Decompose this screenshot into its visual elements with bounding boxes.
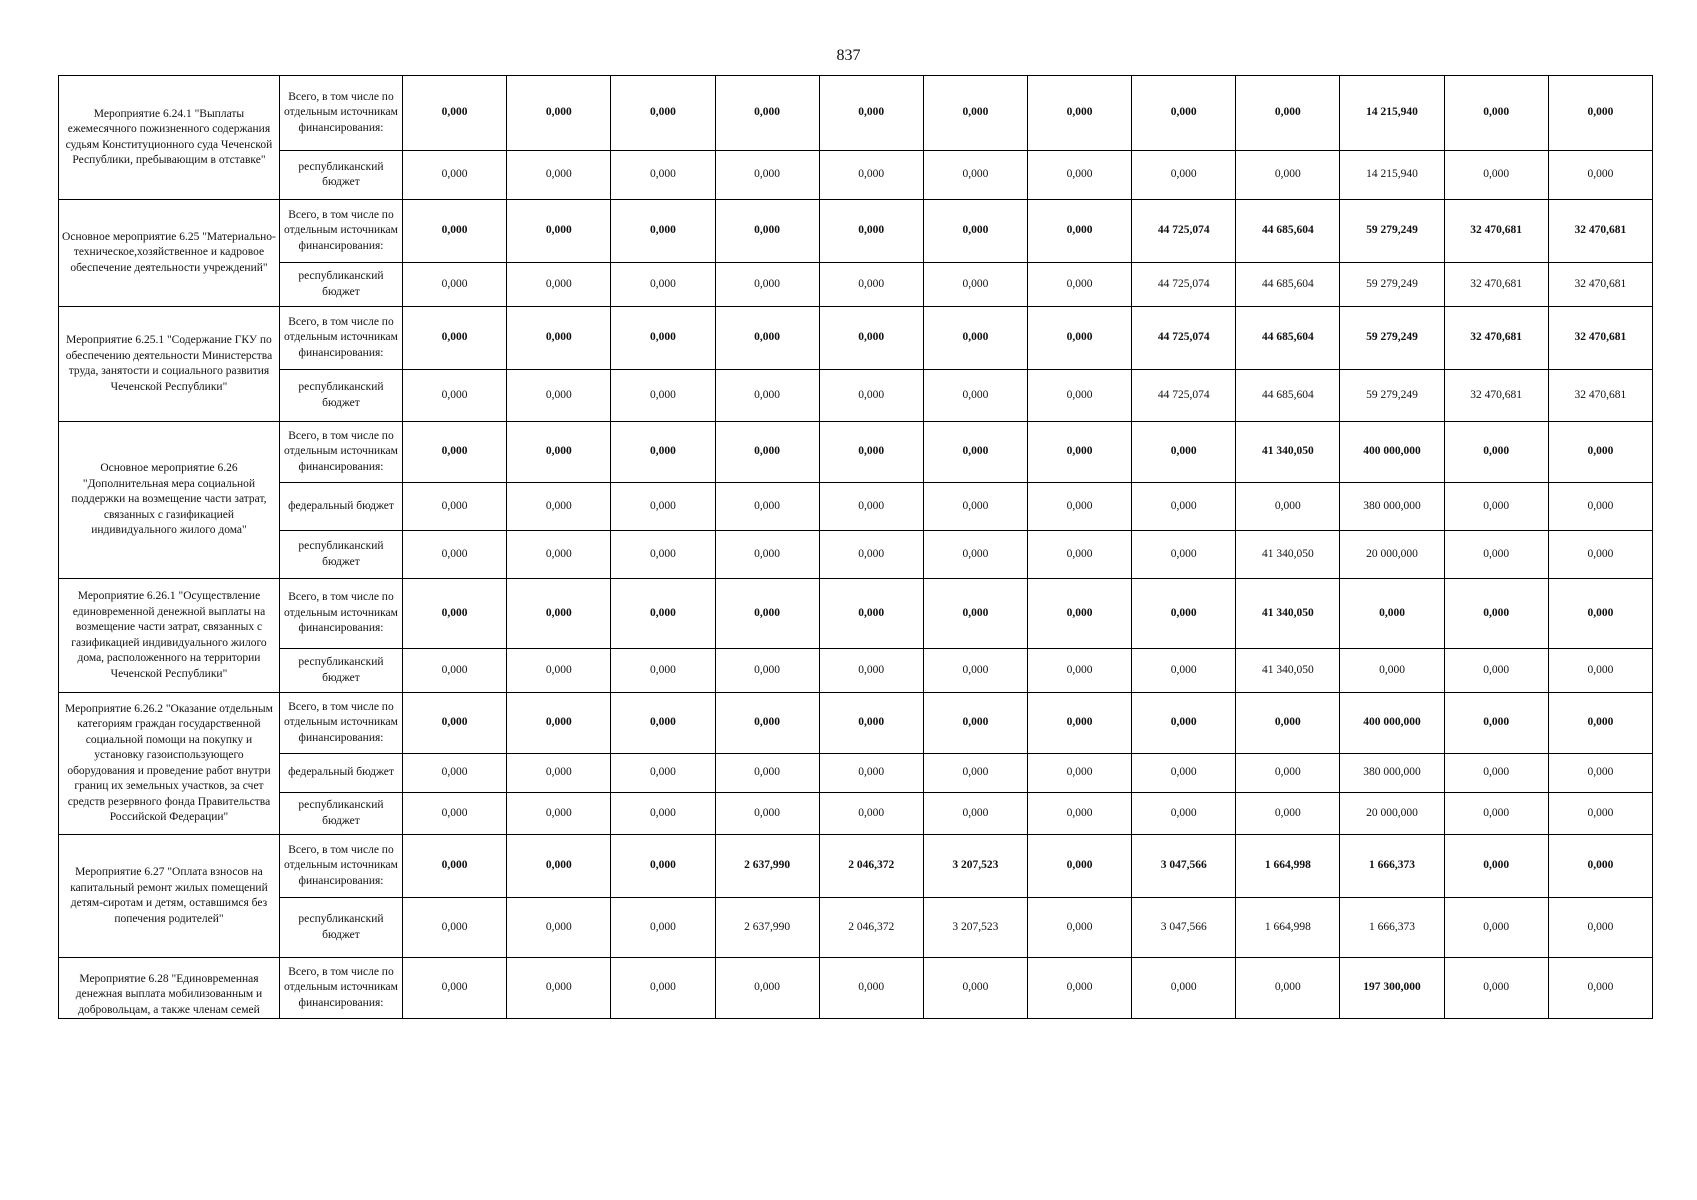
value-cell: 3 207,523	[923, 835, 1027, 898]
value-cell: 0,000	[923, 579, 1027, 649]
value-cell: 0,000	[1340, 579, 1444, 649]
measure-name	[59, 307, 280, 422]
value-cell: 0,000	[1236, 754, 1340, 793]
value-cell: 0,000	[923, 793, 1027, 835]
value-cell: 0,000	[715, 151, 819, 200]
value-cell: 0,000	[403, 531, 507, 579]
value-cell: 0,000	[1027, 483, 1131, 531]
value-cell: 0,000	[403, 307, 507, 370]
value-cell: 0,000	[403, 754, 507, 793]
value-cell: 0,000	[1444, 958, 1548, 1019]
value-cell: 0,000	[1548, 649, 1652, 693]
table-row	[59, 754, 1653, 793]
value-cell: 380 000,000	[1340, 754, 1444, 793]
value-cell: 0,000	[819, 531, 923, 579]
value-cell: 0,000	[819, 307, 923, 370]
value-cell: 0,000	[715, 693, 819, 754]
value-cell: 0,000	[819, 793, 923, 835]
value-cell: 0,000	[1027, 76, 1131, 151]
value-cell: 0,000	[819, 370, 923, 422]
value-cell: 0,000	[1444, 754, 1548, 793]
value-cell: 14 215,940	[1340, 151, 1444, 200]
funding-source: Всего, в том числе по отдельным источникам финансирования:	[279, 200, 402, 263]
measure-name-text: Мероприятие 6.25.1 "Содержание ГКУ по обеспечению деятельности Министерства труда, занятости и социального развития Чеченской Республики"	[65, 334, 273, 393]
value-cell: 0,000	[715, 649, 819, 693]
table-row	[59, 483, 1653, 531]
table-row	[59, 793, 1653, 835]
value-cell: 0,000	[507, 200, 611, 263]
page-number: 837	[836, 47, 861, 64]
value-cell: 44 725,074	[1132, 307, 1236, 370]
value-cell: 0,000	[1548, 958, 1652, 1019]
value-cell: 0,000	[715, 263, 819, 307]
value-cell: 32 470,681	[1444, 200, 1548, 263]
value-cell: 0,000	[1548, 422, 1652, 483]
value-cell: 32 470,681	[1548, 200, 1652, 263]
value-cell: 0,000	[715, 370, 819, 422]
value-cell: 3 207,523	[923, 898, 1027, 958]
measure-name-text: Основное мероприятие 6.26 "Дополнительная мера социальной поддержки на возмещение части затрат, связанных с газификацией индивидуального жилого дома"	[71, 462, 267, 537]
value-cell: 0,000	[819, 76, 923, 151]
table-row	[59, 649, 1653, 693]
value-cell: 0,000	[923, 200, 1027, 263]
value-cell: 0,000	[819, 754, 923, 793]
value-cell: 0,000	[1027, 531, 1131, 579]
value-cell: 32 470,681	[1444, 263, 1548, 307]
funding-source: Всего, в том числе по отдельным источникам финансирования:	[279, 835, 402, 898]
value-cell: 0,000	[1027, 898, 1131, 958]
value-cell: 0,000	[1027, 200, 1131, 263]
funding-source: Всего, в том числе по отдельным источникам финансирования:	[279, 422, 402, 483]
value-cell: 0,000	[819, 693, 923, 754]
value-cell: 0,000	[403, 151, 507, 200]
value-cell: 0,000	[611, 151, 715, 200]
value-cell: 0,000	[507, 370, 611, 422]
value-cell: 0,000	[611, 370, 715, 422]
value-cell: 0,000	[1027, 693, 1131, 754]
value-cell: 59 279,249	[1340, 263, 1444, 307]
value-cell: 0,000	[403, 958, 507, 1019]
value-cell: 0,000	[611, 898, 715, 958]
value-cell: 32 470,681	[1548, 307, 1652, 370]
value-cell: 41 340,050	[1236, 649, 1340, 693]
value-cell: 0,000	[715, 579, 819, 649]
value-cell: 0,000	[403, 693, 507, 754]
funding-source: федеральный бюджет	[279, 754, 402, 793]
measure-name	[59, 200, 280, 307]
funding-source: федеральный бюджет	[279, 483, 402, 531]
value-cell: 0,000	[715, 422, 819, 483]
measure-name-text: Мероприятие 6.28 "Единовременная денежная выплата мобилизованным и добровольцам, а также членам семей	[75, 972, 263, 1016]
table-row	[59, 531, 1653, 579]
value-cell: 0,000	[1444, 898, 1548, 958]
value-cell: 0,000	[1548, 898, 1652, 958]
value-cell: 0,000	[1548, 531, 1652, 579]
value-cell: 1 666,373	[1340, 835, 1444, 898]
measure-name-text: Мероприятие 6.24.1 "Выплаты ежемесячного пожизненного содержания судьям Конституционного суда Чеченской Республики, пребывающим в отставке"	[65, 107, 273, 166]
value-cell: 0,000	[611, 649, 715, 693]
value-cell: 0,000	[507, 835, 611, 898]
measure-name	[59, 958, 280, 1019]
value-cell: 0,000	[403, 370, 507, 422]
value-cell: 0,000	[1132, 76, 1236, 151]
table-row	[59, 958, 1653, 1019]
value-cell: 0,000	[1027, 307, 1131, 370]
table-row	[59, 370, 1653, 422]
value-cell: 0,000	[1027, 263, 1131, 307]
value-cell: 0,000	[1444, 793, 1548, 835]
value-cell: 0,000	[1444, 422, 1548, 483]
value-cell: 0,000	[403, 793, 507, 835]
measure-name-text: Мероприятие 6.26.1 "Осуществление единовременной денежной выплаты на возмещение части затрат, связанных с газификацией индивидуального жилого дома, расположенного на территории Чеченской Республики"	[71, 590, 267, 680]
value-cell: 0,000	[611, 958, 715, 1019]
value-cell: 0,000	[715, 531, 819, 579]
value-cell: 0,000	[923, 76, 1027, 151]
value-cell: 400 000,000	[1340, 693, 1444, 754]
value-cell: 44 685,604	[1236, 370, 1340, 422]
value-cell: 0,000	[1132, 958, 1236, 1019]
value-cell: 59 279,249	[1340, 200, 1444, 263]
value-cell: 0,000	[923, 307, 1027, 370]
value-cell: 0,000	[923, 531, 1027, 579]
value-cell: 0,000	[715, 200, 819, 263]
value-cell: 0,000	[819, 151, 923, 200]
value-cell: 0,000	[611, 422, 715, 483]
value-cell: 3 047,566	[1132, 898, 1236, 958]
value-cell: 2 637,990	[715, 898, 819, 958]
value-cell: 0,000	[507, 76, 611, 151]
value-cell: 0,000	[1027, 958, 1131, 1019]
value-cell: 0,000	[715, 76, 819, 151]
funding-source: Всего, в том числе по отдельным источникам финансирования:	[279, 693, 402, 754]
table-row	[59, 76, 1653, 151]
value-cell: 197 300,000	[1340, 958, 1444, 1019]
value-cell: 0,000	[507, 793, 611, 835]
value-cell: 400 000,000	[1340, 422, 1444, 483]
value-cell: 0,000	[1027, 151, 1131, 200]
value-cell: 0,000	[507, 263, 611, 307]
value-cell: 0,000	[507, 422, 611, 483]
measure-name-text: Мероприятие 6.26.2 "Оказание отдельным категориям граждан государственной социальной помощи на покупку и установку газоиспользующего оборудования и проведение работ внутри границ их земельных участков, за счет средств резервного фонда Правительства Российской Федерации"	[65, 702, 273, 823]
value-cell: 44 685,604	[1236, 200, 1340, 263]
value-cell: 0,000	[611, 263, 715, 307]
value-cell: 0,000	[1236, 76, 1340, 151]
value-cell: 44 725,074	[1132, 200, 1236, 263]
value-cell: 0,000	[1132, 531, 1236, 579]
measure-name	[59, 422, 280, 579]
value-cell: 0,000	[1132, 649, 1236, 693]
value-cell: 0,000	[1444, 531, 1548, 579]
table-row	[59, 263, 1653, 307]
table-row	[59, 693, 1653, 754]
value-cell: 20 000,000	[1340, 793, 1444, 835]
value-cell: 0,000	[1027, 370, 1131, 422]
value-cell: 0,000	[403, 835, 507, 898]
value-cell: 0,000	[507, 307, 611, 370]
value-cell: 0,000	[1132, 151, 1236, 200]
measure-name-text: Мероприятие 6.27 "Оплата взносов на капитальный ремонт жилых помещений детям-сиротам и детям, оставшимся без попечения родителей"	[70, 866, 268, 925]
value-cell: 0,000	[1444, 76, 1548, 151]
value-cell: 32 470,681	[1444, 370, 1548, 422]
table-row	[59, 200, 1653, 263]
value-cell: 32 470,681	[1548, 263, 1652, 307]
table-row	[59, 835, 1653, 898]
value-cell: 0,000	[507, 151, 611, 200]
value-cell: 0,000	[403, 483, 507, 531]
value-cell: 32 470,681	[1444, 307, 1548, 370]
value-cell: 0,000	[1236, 483, 1340, 531]
value-cell: 0,000	[923, 422, 1027, 483]
value-cell: 0,000	[1027, 649, 1131, 693]
value-cell: 0,000	[1027, 835, 1131, 898]
value-cell: 41 340,050	[1236, 422, 1340, 483]
value-cell: 0,000	[1444, 483, 1548, 531]
measure-name	[59, 76, 280, 200]
value-cell: 0,000	[1132, 422, 1236, 483]
value-cell: 0,000	[819, 483, 923, 531]
value-cell: 0,000	[923, 263, 1027, 307]
value-cell: 0,000	[1548, 793, 1652, 835]
value-cell: 2 046,372	[819, 835, 923, 898]
value-cell: 0,000	[611, 200, 715, 263]
value-cell: 0,000	[507, 483, 611, 531]
value-cell: 0,000	[1548, 151, 1652, 200]
value-cell: 2 046,372	[819, 898, 923, 958]
value-cell: 0,000	[507, 649, 611, 693]
value-cell: 0,000	[923, 754, 1027, 793]
value-cell: 0,000	[819, 958, 923, 1019]
value-cell: 0,000	[507, 754, 611, 793]
value-cell: 1 666,373	[1340, 898, 1444, 958]
funding-source: республиканский бюджет	[279, 898, 402, 958]
value-cell: 32 470,681	[1548, 370, 1652, 422]
value-cell: 0,000	[611, 693, 715, 754]
value-cell: 0,000	[611, 531, 715, 579]
value-cell: 0,000	[1236, 693, 1340, 754]
value-cell: 41 340,050	[1236, 531, 1340, 579]
value-cell: 0,000	[819, 649, 923, 693]
value-cell: 0,000	[923, 151, 1027, 200]
value-cell: 380 000,000	[1340, 483, 1444, 531]
value-cell: 0,000	[1340, 649, 1444, 693]
value-cell: 0,000	[1548, 483, 1652, 531]
value-cell: 0,000	[403, 76, 507, 151]
value-cell: 0,000	[507, 579, 611, 649]
value-cell: 0,000	[611, 793, 715, 835]
value-cell: 0,000	[403, 898, 507, 958]
value-cell: 0,000	[507, 693, 611, 754]
value-cell: 0,000	[403, 200, 507, 263]
value-cell: 0,000	[1236, 151, 1340, 200]
value-cell: 0,000	[507, 958, 611, 1019]
value-cell: 0,000	[1444, 649, 1548, 693]
value-cell: 3 047,566	[1132, 835, 1236, 898]
value-cell: 0,000	[715, 307, 819, 370]
value-cell: 0,000	[403, 579, 507, 649]
measure-name-text: Основное мероприятие 6.25 "Материально-техническое,хозяйственное и кадровое обеспечение деятельности учреждений"	[62, 230, 276, 274]
value-cell: 0,000	[507, 531, 611, 579]
value-cell: 0,000	[1548, 693, 1652, 754]
value-cell: 0,000	[819, 422, 923, 483]
funding-source: Всего, в том числе по отдельным источникам финансирования:	[279, 958, 402, 1019]
value-cell: 44 725,074	[1132, 263, 1236, 307]
value-cell: 0,000	[923, 693, 1027, 754]
table-row	[59, 151, 1653, 200]
funding-source: Всего, в том числе по отдельным источникам финансирования:	[279, 307, 402, 370]
value-cell: 0,000	[1132, 483, 1236, 531]
value-cell: 41 340,050	[1236, 579, 1340, 649]
funding-source: республиканский бюджет	[279, 370, 402, 422]
value-cell: 0,000	[715, 754, 819, 793]
value-cell: 0,000	[715, 958, 819, 1019]
value-cell: 0,000	[1548, 76, 1652, 151]
funding-source: республиканский бюджет	[279, 151, 402, 200]
value-cell: 0,000	[1444, 693, 1548, 754]
value-cell: 0,000	[819, 263, 923, 307]
value-cell: 0,000	[1444, 835, 1548, 898]
value-cell: 2 637,990	[715, 835, 819, 898]
value-cell: 44 685,604	[1236, 307, 1340, 370]
value-cell: 1 664,998	[1236, 835, 1340, 898]
value-cell: 0,000	[715, 793, 819, 835]
funding-source: республиканский бюджет	[279, 263, 402, 307]
value-cell: 44 725,074	[1132, 370, 1236, 422]
value-cell: 44 685,604	[1236, 263, 1340, 307]
measure-name	[59, 579, 280, 693]
value-cell: 0,000	[1236, 793, 1340, 835]
value-cell: 0,000	[1027, 579, 1131, 649]
value-cell: 20 000,000	[1340, 531, 1444, 579]
value-cell: 0,000	[611, 579, 715, 649]
budget-table	[58, 75, 1653, 1019]
value-cell: 0,000	[1132, 579, 1236, 649]
funding-source: республиканский бюджет	[279, 531, 402, 579]
value-cell: 0,000	[611, 835, 715, 898]
value-cell: 0,000	[403, 422, 507, 483]
table-row	[59, 579, 1653, 649]
value-cell: 59 279,249	[1340, 307, 1444, 370]
value-cell: 0,000	[1132, 793, 1236, 835]
value-cell: 0,000	[1027, 754, 1131, 793]
value-cell: 0,000	[611, 307, 715, 370]
table-row	[59, 422, 1653, 483]
value-cell: 59 279,249	[1340, 370, 1444, 422]
value-cell: 0,000	[923, 958, 1027, 1019]
funding-source: Всего, в том числе по отдельным источникам финансирования:	[279, 579, 402, 649]
value-cell: 0,000	[715, 483, 819, 531]
value-cell: 0,000	[1132, 754, 1236, 793]
value-cell: 14 215,940	[1340, 76, 1444, 151]
value-cell: 0,000	[923, 370, 1027, 422]
value-cell: 0,000	[507, 898, 611, 958]
value-cell: 0,000	[1027, 422, 1131, 483]
value-cell: 0,000	[819, 200, 923, 263]
value-cell: 0,000	[819, 579, 923, 649]
value-cell: 0,000	[611, 754, 715, 793]
measure-name	[59, 693, 280, 835]
value-cell: 0,000	[611, 483, 715, 531]
value-cell: 0,000	[1444, 579, 1548, 649]
value-cell: 0,000	[923, 483, 1027, 531]
value-cell: 0,000	[611, 76, 715, 151]
funding-source: республиканский бюджет	[279, 793, 402, 835]
value-cell: 0,000	[403, 649, 507, 693]
value-cell: 1 664,998	[1236, 898, 1340, 958]
value-cell: 0,000	[403, 263, 507, 307]
table-row	[59, 307, 1653, 370]
funding-source: Всего, в том числе по отдельным источникам финансирования:	[279, 76, 402, 151]
value-cell: 0,000	[1236, 958, 1340, 1019]
table-row	[59, 898, 1653, 958]
value-cell: 0,000	[1548, 754, 1652, 793]
funding-source: республиканский бюджет	[279, 649, 402, 693]
value-cell: 0,000	[1132, 693, 1236, 754]
value-cell: 0,000	[1444, 151, 1548, 200]
measure-name	[59, 835, 280, 958]
value-cell: 0,000	[1027, 793, 1131, 835]
value-cell: 0,000	[1548, 835, 1652, 898]
value-cell: 0,000	[1548, 579, 1652, 649]
value-cell: 0,000	[923, 649, 1027, 693]
